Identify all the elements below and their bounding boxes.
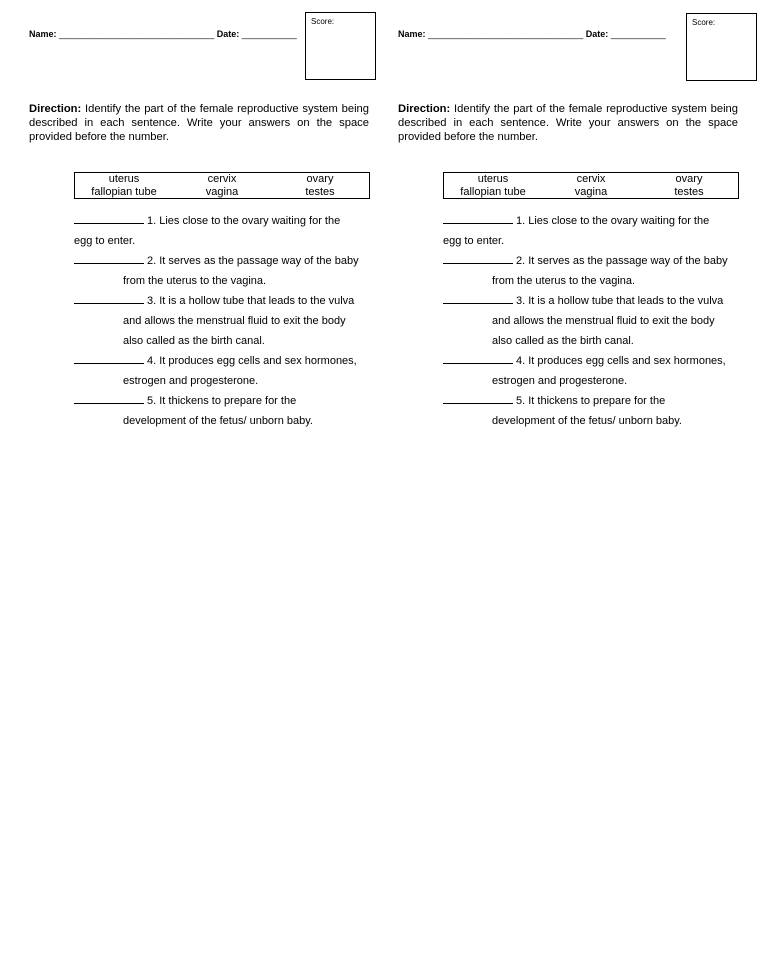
word-bank-item: ovary (306, 173, 334, 185)
direction-label: Direction: (29, 103, 82, 115)
name-blank[interactable]: _______________________________ (59, 29, 215, 39)
question-text: 3. It is a hollow tube that leads to the vulva (516, 295, 724, 307)
question-4 (443, 351, 743, 371)
name-date-row (29, 29, 297, 39)
word-bank-item: fallopian tube (460, 186, 526, 198)
word-bank-item: uterus (108, 173, 140, 185)
word-bank-item: ovary (675, 173, 703, 185)
word-bank-item: testes (674, 186, 704, 198)
answer-blank-1[interactable] (443, 212, 513, 224)
question-text: 3. It is a hollow tube that leads to the vulva (147, 295, 355, 307)
question-2-cont: from the uterus to the vagina. (123, 275, 267, 287)
score-box[interactable] (686, 13, 757, 81)
name-blank[interactable]: _______________________________ (428, 29, 584, 39)
answer-blank-5[interactable] (74, 392, 144, 404)
question-1 (443, 211, 743, 231)
answer-blank-1[interactable] (74, 212, 144, 224)
date-label: Date: (585, 29, 609, 39)
question-1-cont: egg to enter. (74, 235, 136, 247)
worksheet-right (369, 0, 737, 440)
score-label: Score: (311, 17, 335, 26)
answer-blank-2[interactable] (443, 252, 513, 264)
question-1-cont: egg to enter. (443, 235, 505, 247)
question-text: 5. It thickens to prepare for the (147, 395, 297, 407)
question-3 (443, 291, 743, 311)
answer-blank-3[interactable] (443, 292, 513, 304)
direction-label: Direction: (398, 103, 451, 115)
question-2 (74, 251, 374, 271)
word-bank-item: cervix (207, 173, 237, 185)
question-text: 1. Lies close to the ovary waiting for the (147, 215, 341, 227)
score-label: Score: (692, 18, 716, 27)
name-label: Name: (29, 29, 57, 39)
question-4 (74, 351, 374, 371)
question-4-cont: estrogen and progesterone. (123, 375, 259, 387)
question-4-cont: estrogen and progesterone. (492, 375, 628, 387)
question-2-cont: from the uterus to the vagina. (492, 275, 636, 287)
question-list (443, 211, 743, 431)
word-bank-item: testes (305, 186, 335, 198)
date-blank[interactable]: ___________ (241, 29, 297, 39)
answer-blank-2[interactable] (74, 252, 144, 264)
name-date-row (398, 29, 666, 39)
date-blank[interactable]: ___________ (610, 29, 666, 39)
question-3 (74, 291, 374, 311)
worksheet-left (0, 0, 368, 440)
word-bank-item: vagina (205, 186, 239, 198)
question-5-cont: development of the fetus/ unborn baby. (492, 415, 682, 427)
word-bank (74, 172, 370, 199)
question-list (74, 211, 374, 431)
answer-blank-5[interactable] (443, 392, 513, 404)
word-bank (443, 172, 739, 199)
question-text: 2. It serves as the passage way of the baby (147, 255, 359, 267)
answer-blank-4[interactable] (443, 352, 513, 364)
answer-blank-3[interactable] (74, 292, 144, 304)
question-1 (74, 211, 374, 231)
question-5 (443, 391, 743, 411)
question-text: 5. It thickens to prepare for the (516, 395, 666, 407)
word-bank-item: uterus (477, 173, 509, 185)
direction-text: Identify the part of the female reproductive system being described in each sentence. Write your answers on the space provided before the number. (29, 103, 369, 143)
question-2 (443, 251, 743, 271)
word-bank-item: fallopian tube (91, 186, 157, 198)
question-5 (74, 391, 374, 411)
question-3-cont: also called as the birth canal. (123, 335, 265, 347)
question-3-cont: and allows the menstrual fluid to exit the body (123, 315, 346, 327)
name-label: Name: (398, 29, 426, 39)
direction-paragraph (29, 102, 369, 144)
date-label: Date: (216, 29, 240, 39)
question-3-cont: and allows the menstrual fluid to exit the body (492, 315, 715, 327)
question-text: 1. Lies close to the ovary waiting for the (516, 215, 710, 227)
word-bank-item: vagina (574, 186, 608, 198)
answer-blank-4[interactable] (74, 352, 144, 364)
question-3-cont: also called as the birth canal. (492, 335, 634, 347)
question-text: 4. It produces egg cells and sex hormones, (516, 355, 726, 367)
question-5-cont: development of the fetus/ unborn baby. (123, 415, 313, 427)
question-text: 2. It serves as the passage way of the baby (516, 255, 728, 267)
word-bank-item: cervix (576, 173, 606, 185)
score-box[interactable] (305, 12, 376, 80)
question-text: 4. It produces egg cells and sex hormones, (147, 355, 357, 367)
direction-paragraph (398, 102, 738, 144)
direction-text: Identify the part of the female reproductive system being described in each sentence. Write your answers on the space provided before the number. (398, 103, 738, 143)
